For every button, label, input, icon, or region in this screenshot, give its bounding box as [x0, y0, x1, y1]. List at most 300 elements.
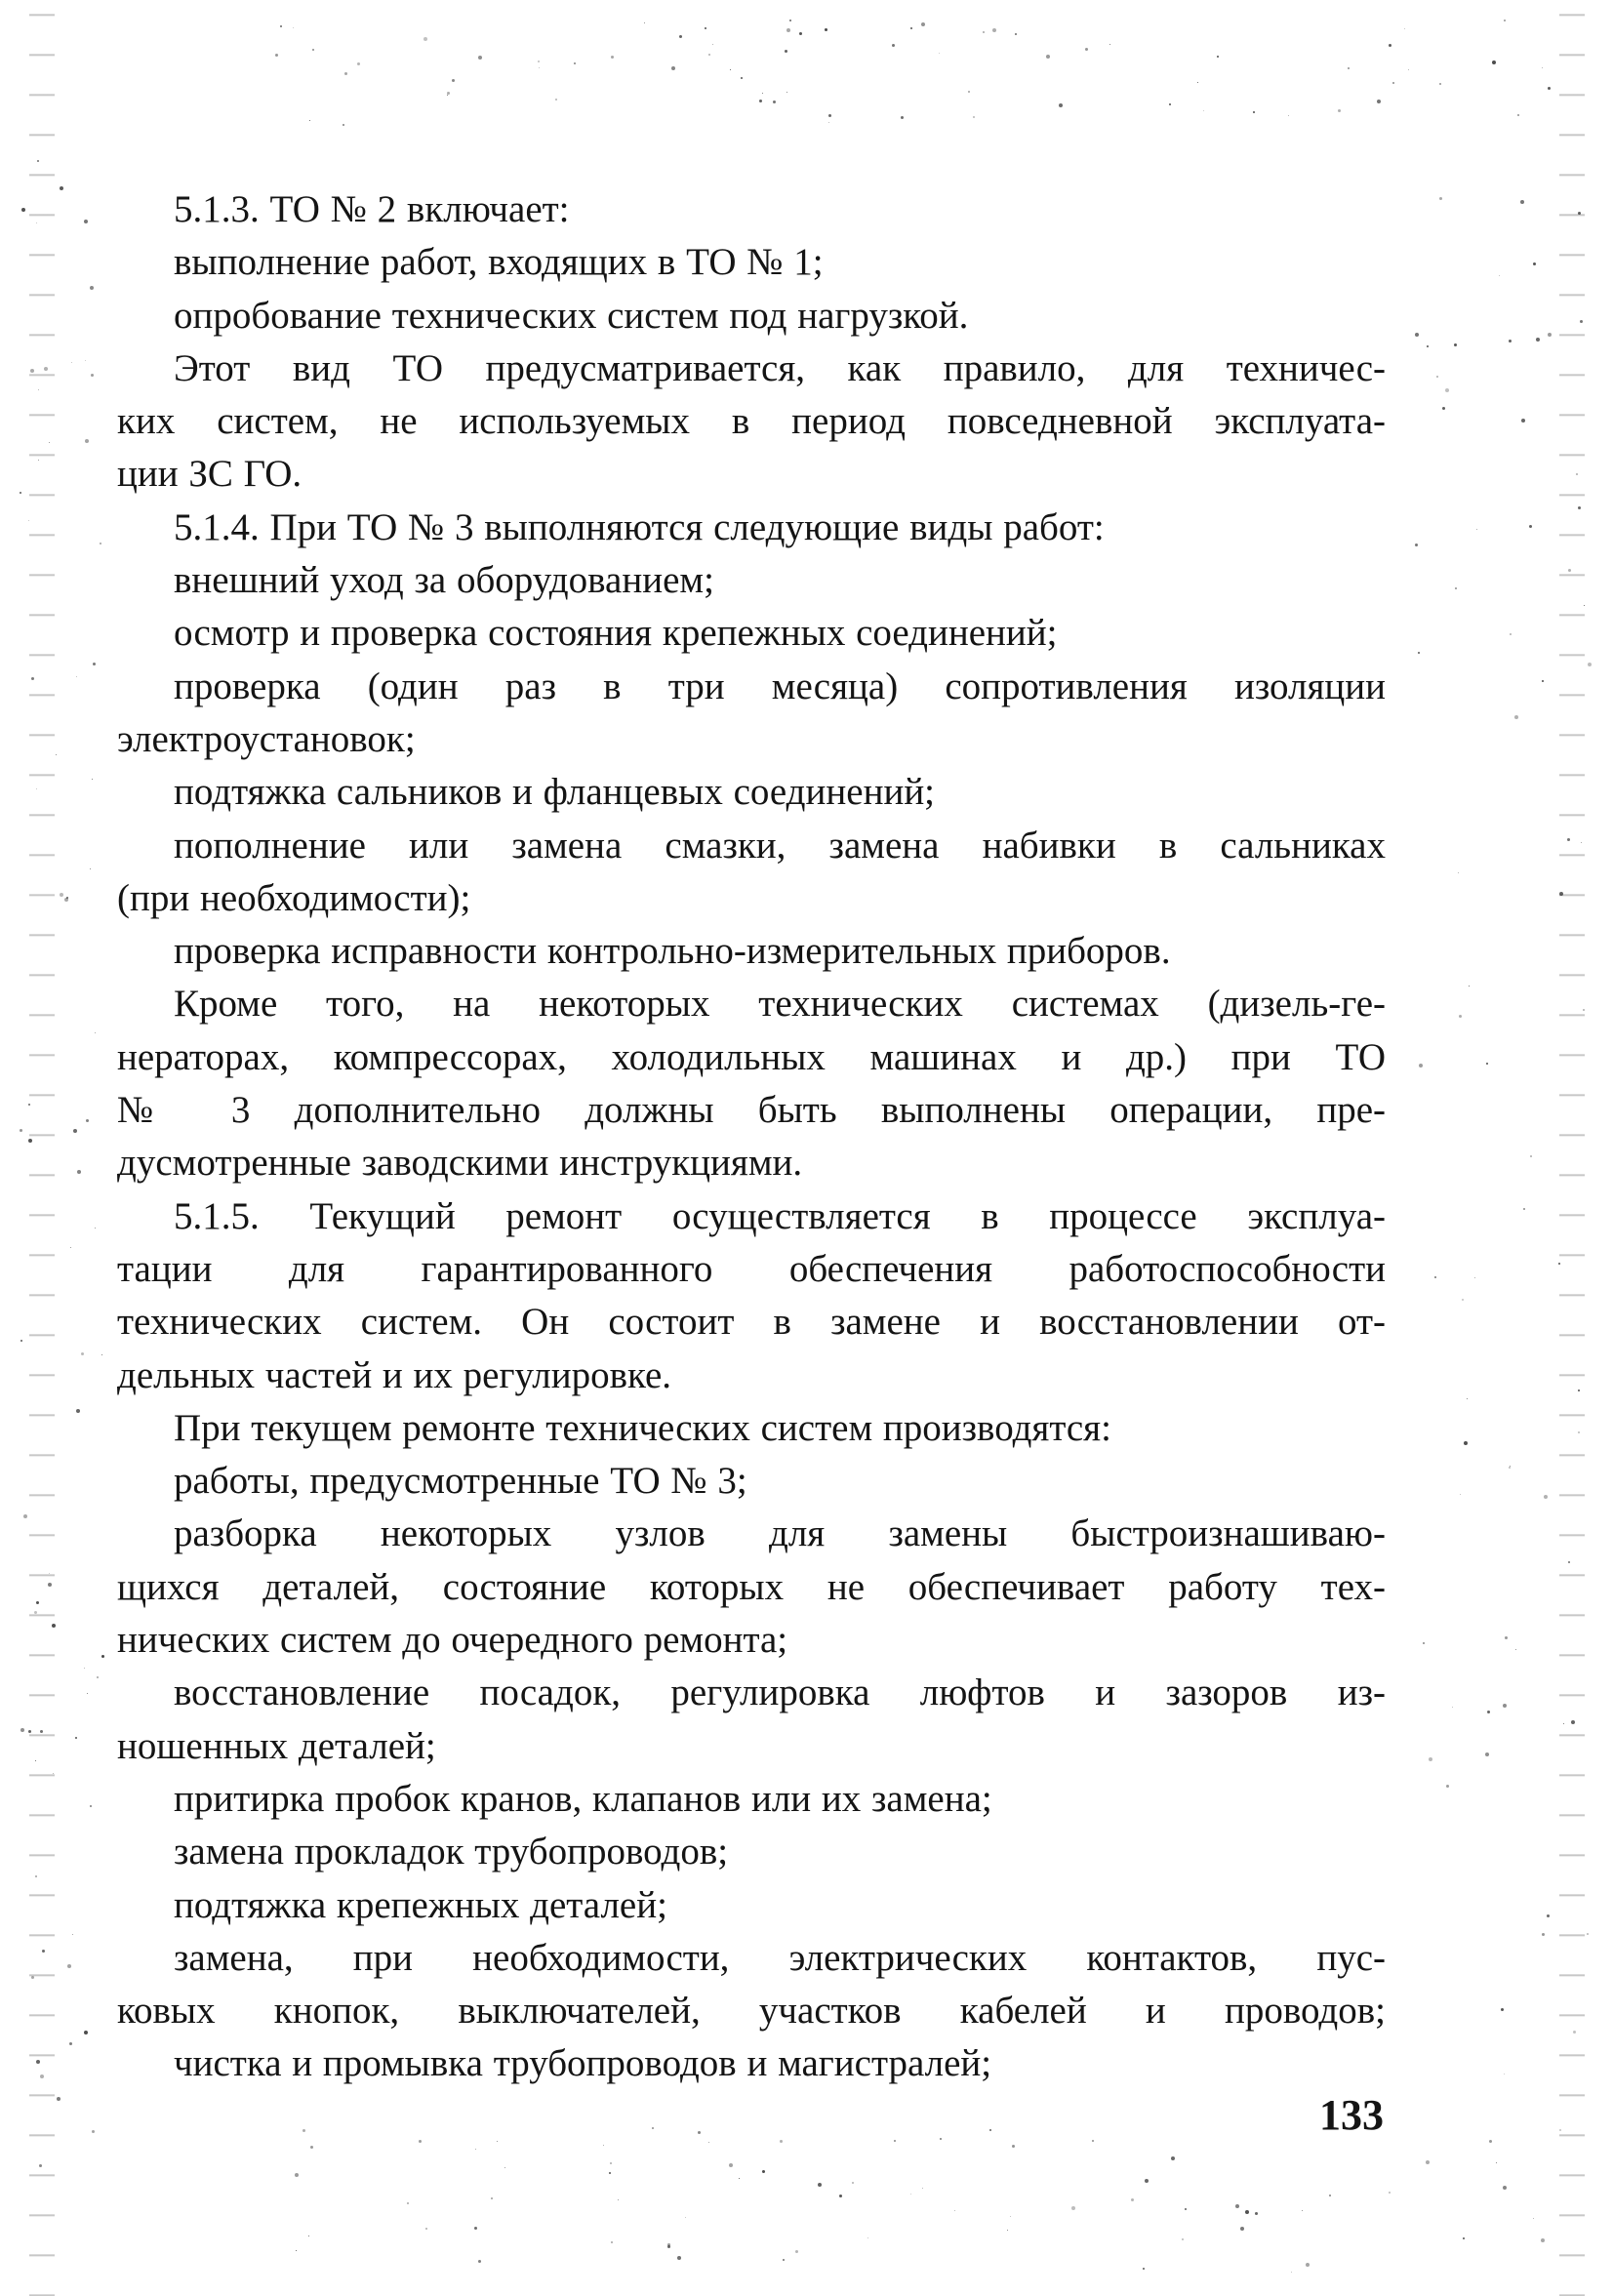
- scan-speck: [36, 222, 37, 223]
- scan-speck: [36, 1601, 39, 1604]
- scan-speck: [609, 2172, 611, 2174]
- scan-speck: [1559, 2129, 1561, 2131]
- scan-speck: [38, 389, 39, 390]
- text-line: осмотр и проверка состояния крепежных соединений;: [174, 612, 1058, 655]
- scan-speck: [539, 67, 540, 68]
- text-line: разборка некоторых узлов для замены быстроизнашиваю-: [174, 1512, 1386, 1555]
- scan-speck: [1563, 1723, 1564, 1724]
- scan-speck: [1514, 715, 1518, 719]
- text-line: подтяжка крепежных деталей;: [174, 1883, 667, 1926]
- scan-speck: [1503, 1704, 1507, 1708]
- scan-speck: [901, 116, 904, 119]
- scan-speck: [1143, 2268, 1145, 2270]
- scan-speck: [1291, 2272, 1292, 2273]
- text-line: замена, при необходимости, электрических контактов, пус-: [174, 1936, 1386, 1979]
- scan-speck: [799, 32, 802, 35]
- scan-speck: [867, 2237, 868, 2238]
- scan-speck: [35, 1760, 36, 1761]
- scan-speck: [538, 60, 540, 62]
- scan-speck: [343, 124, 344, 126]
- text-line: нераторах, компрессорах, холодильных машинах и др.) при ТО: [117, 1035, 1386, 1078]
- scan-speck: [1445, 388, 1449, 392]
- text-line: электроустановок;: [117, 717, 416, 760]
- scan-speck: [852, 2182, 854, 2184]
- scan-speck: [1469, 986, 1470, 987]
- scan-speck: [36, 788, 37, 789]
- scan-speck: [1571, 1720, 1575, 1724]
- scan-speck: [921, 22, 925, 26]
- scan-speck: [95, 1032, 96, 1033]
- text-line: притирка пробок кранов, клапанов или их замена;: [174, 1777, 992, 1820]
- scan-speck: [922, 2188, 923, 2189]
- scan-speck: [1007, 2230, 1008, 2231]
- scan-speck: [677, 2256, 681, 2260]
- scan-speck: [1505, 1636, 1508, 1639]
- scan-speck: [1408, 69, 1409, 70]
- scan-speck: [1012, 2145, 1015, 2148]
- scan-speck: [1476, 529, 1477, 530]
- scan-speck: [57, 2097, 60, 2101]
- scan-speck: [1487, 1711, 1490, 1713]
- scan-speck: [759, 100, 762, 102]
- scan-speck: [67, 1964, 71, 1968]
- scan-speck: [910, 27, 912, 29]
- scan-speck: [939, 53, 940, 54]
- scan-speck: [1496, 2162, 1497, 2163]
- scan-speck: [989, 2129, 991, 2131]
- scan-speck: [611, 56, 614, 59]
- scan-speck: [1486, 1063, 1488, 1065]
- scan-speck: [1458, 872, 1459, 873]
- scan-speck: [52, 1624, 56, 1628]
- scan-speck: [679, 35, 682, 38]
- scan-speck: [1489, 2140, 1492, 2143]
- scan-speck: [1452, 1707, 1453, 1708]
- scan-speck: [1568, 1561, 1570, 1563]
- scan-speck: [1418, 652, 1420, 654]
- text-line: ции ЗС ГО.: [117, 453, 302, 496]
- scan-speck: [1548, 87, 1551, 90]
- scan-speck: [44, 367, 48, 371]
- text-line: При текущем ремонте технических систем производятся:: [174, 1406, 1111, 1449]
- scan-speck: [1092, 2140, 1094, 2142]
- scan-speck: [1415, 333, 1419, 337]
- scan-speck: [1588, 663, 1592, 666]
- scan-speck: [70, 1247, 71, 1248]
- scan-speck: [48, 1583, 52, 1587]
- scan-speck: [1573, 2031, 1576, 2034]
- text-line: ких систем, не используемых в период повседневной эксплуата-: [117, 400, 1386, 443]
- scan-speck: [785, 50, 787, 53]
- scan-speck: [447, 92, 450, 95]
- text-line: Кроме того, на некоторых технических системах (дизель-ге-: [174, 983, 1386, 1026]
- scan-speck: [95, 1228, 96, 1229]
- scan-speck: [1255, 2212, 1258, 2215]
- scan-speck: [708, 54, 710, 56]
- scan-speck: [1587, 1933, 1589, 1935]
- text-line: дусмотренные заводскими инструкциями.: [117, 1142, 803, 1185]
- scan-speck: [1389, 44, 1391, 47]
- scan-speck: [954, 2210, 955, 2211]
- scan-speck: [92, 2130, 95, 2133]
- scan-speck: [357, 62, 360, 65]
- scan-speck: [1434, 1276, 1436, 1278]
- scan-speck: [31, 677, 34, 680]
- scan-speck: [21, 208, 25, 212]
- scan-speck: [87, 1693, 88, 1694]
- scan-speck: [49, 442, 50, 443]
- text-line: внешний уход за оборудованием;: [174, 559, 714, 602]
- scan-speck: [1492, 60, 1496, 64]
- scan-speck: [1392, 82, 1394, 84]
- scan-speck: [1419, 1064, 1423, 1067]
- scan-speck: [60, 893, 63, 897]
- scan-speck: [309, 120, 310, 121]
- scan-speck: [555, 99, 557, 101]
- body-text: [117, 183, 1386, 2091]
- scan-speck: [42, 1950, 45, 1953]
- scan-speck: [712, 44, 713, 45]
- scan-speck: [1474, 1277, 1475, 1278]
- scan-speck: [73, 1129, 77, 1133]
- scan-speck: [1338, 109, 1341, 112]
- text-line: тации для гарантированного обеспечения работоспособности: [117, 1247, 1386, 1290]
- scan-speck: [1389, 2192, 1391, 2194]
- scan-speck: [30, 369, 34, 373]
- text-line: чистка и промывка трубопроводов и магистралей;: [174, 2042, 992, 2085]
- scan-speck: [344, 72, 347, 75]
- scan-speck: [789, 20, 791, 21]
- scan-speck: [97, 1676, 99, 1678]
- text-line: Этот вид ТО предусматривается, как правило, для техничес-: [174, 346, 1386, 389]
- scan-speck: [1520, 200, 1524, 204]
- scan-speck: [795, 2250, 798, 2253]
- scan-speck: [892, 44, 895, 47]
- scan-speck: [28, 520, 29, 521]
- scan-speck: [452, 79, 455, 82]
- scan-speck: [310, 2146, 313, 2149]
- scan-speck: [1203, 110, 1204, 111]
- scan-noise-right: [1559, 0, 1585, 2296]
- scan-speck: [1171, 2156, 1175, 2160]
- scan-speck: [1459, 1015, 1462, 1018]
- scan-speck: [93, 663, 96, 665]
- scan-speck: [1510, 633, 1512, 635]
- text-line: опробование технических систем под нагрузкой.: [174, 294, 969, 337]
- scan-speck: [729, 2163, 733, 2167]
- scan-speck: [35, 1875, 37, 1877]
- scan-speck: [1429, 1757, 1432, 1761]
- scan-speck: [1377, 100, 1381, 103]
- scan-speck: [91, 374, 94, 377]
- scan-speck: [705, 27, 706, 29]
- scan-speck: [667, 2245, 670, 2248]
- scan-speck: [1462, 1299, 1464, 1301]
- scan-speck: [610, 2162, 612, 2164]
- scan-speck: [85, 439, 89, 443]
- scan-speck: [475, 2149, 476, 2150]
- scan-speck: [28, 1104, 30, 1106]
- scan-speck: [1415, 544, 1418, 546]
- scan-speck: [1583, 1009, 1585, 1011]
- scan-speck: [76, 1409, 80, 1413]
- scan-speck: [20, 1129, 22, 1132]
- scan-speck: [1454, 343, 1457, 346]
- scan-speck: [685, 2217, 686, 2218]
- scan-speck: [60, 186, 63, 190]
- scan-speck: [1245, 2210, 1249, 2214]
- text-line: 5.1.3. ТО № 2 включает:: [174, 188, 570, 230]
- scan-speck: [1523, 1208, 1525, 1210]
- scan-speck: [85, 360, 86, 361]
- text-line: № 3 дополнительно должны быть выполнены операции, пре-: [117, 1089, 1386, 1132]
- scan-speck: [36, 2060, 40, 2064]
- scan-speck: [275, 54, 278, 57]
- scan-speck: [28, 1730, 31, 1733]
- scan-speck: [293, 27, 294, 28]
- scan-speck: [1578, 1390, 1580, 1391]
- scan-speck: [1185, 2208, 1187, 2210]
- scan-speck: [101, 1354, 102, 1355]
- scan-speck: [762, 2170, 765, 2173]
- scan-speck: [1499, 275, 1500, 276]
- scan-speck: [1240, 2227, 1244, 2231]
- scan-speck: [1542, 680, 1544, 682]
- text-line: пополнение или замена смазки, замена набивки в сальниках: [174, 824, 1386, 866]
- scan-speck: [1464, 1441, 1468, 1445]
- scan-speck: [38, 460, 39, 461]
- text-line: 5.1.5. Текущий ремонт осуществляется в процессе эксплуа-: [174, 1194, 1386, 1237]
- page-number: 133: [1319, 2091, 1384, 2139]
- scan-speck: [497, 2141, 498, 2142]
- text-line: подтяжка сальников и фланцевых соединений;: [174, 771, 936, 814]
- scan-speck: [1510, 1466, 1511, 1467]
- scan-speck: [1578, 212, 1581, 215]
- scan-speck: [1578, 506, 1581, 509]
- scan-speck: [81, 1352, 84, 1355]
- scan-speck: [1463, 2237, 1465, 2239]
- scan-speck: [786, 92, 787, 93]
- scan-speck: [40, 1730, 43, 1733]
- scan-speck: [1515, 1649, 1516, 1650]
- text-line: технических систем. Он состоит в замене и восстановлении от-: [117, 1301, 1386, 1344]
- scan-speck: [780, 2140, 783, 2143]
- scan-speck: [730, 69, 731, 70]
- scan-speck: [910, 2194, 911, 2195]
- scan-speck: [1329, 2195, 1331, 2196]
- scan-speck: [23, 1514, 27, 1518]
- scan-speck: [603, 2145, 604, 2146]
- scan-speck: [1581, 842, 1582, 843]
- scan-speck: [1547, 1914, 1550, 1917]
- scan-speck: [1567, 838, 1570, 841]
- scan-speck: [1485, 1752, 1489, 1756]
- scan-speck: [478, 2260, 481, 2263]
- scan-speck: [1578, 1431, 1580, 1433]
- scan-speck: [741, 77, 743, 79]
- text-line: щихся деталей, состояние которых не обеспечивает работу тех-: [117, 1565, 1386, 1608]
- scan-speck: [1509, 1467, 1511, 1469]
- scan-speck: [1584, 605, 1585, 606]
- text-line: проверка исправности контрольно-измерительных приборов.: [174, 930, 1171, 973]
- scan-speck: [84, 1668, 85, 1669]
- scan-speck: [1541, 2238, 1545, 2242]
- scan-speck: [783, 2259, 785, 2261]
- scan-speck: [1504, 20, 1506, 21]
- scan-speck: [1085, 48, 1088, 51]
- scan-speck: [280, 25, 282, 27]
- scan-speck: [312, 49, 314, 51]
- scan-speck: [1530, 1155, 1532, 1157]
- scan-speck: [76, 676, 77, 677]
- scan-speck: [86, 1119, 89, 1122]
- scan-speck: [992, 28, 996, 32]
- scan-speck: [75, 1737, 77, 1739]
- scan-speck: [1010, 2216, 1011, 2217]
- text-line: выполнение работ, входящих в ТО № 1;: [174, 241, 824, 284]
- text-line: ковых кнопок, выключателей, участков кабелей и проводов;: [117, 1990, 1386, 2033]
- scan-speck: [1442, 407, 1445, 410]
- scan-speck: [983, 31, 985, 33]
- scan-speck: [1427, 345, 1429, 347]
- scan-speck: [1235, 2204, 1239, 2208]
- scan-speck: [100, 543, 101, 544]
- scan-speck: [973, 116, 975, 118]
- scan-speck: [1542, 67, 1543, 68]
- scan-speck: [64, 898, 68, 902]
- text-line: 5.1.4. При ТО № 3 выполняются следующие виды работ:: [174, 505, 1105, 548]
- scan-speck: [1348, 67, 1350, 69]
- scan-speck: [90, 868, 91, 869]
- scan-speck: [56, 754, 57, 755]
- scan-speck: [39, 2164, 42, 2167]
- scan-speck: [1439, 197, 1442, 200]
- scan-speck: [302, 2129, 305, 2132]
- scan-speck: [1533, 262, 1536, 265]
- scan-speck: [90, 286, 94, 290]
- scan-speck: [1288, 115, 1289, 116]
- scan-speck: [940, 2138, 942, 2140]
- scan-speck: [1509, 340, 1512, 342]
- scan-speck: [28, 1139, 32, 1143]
- scan-speck: [618, 2199, 619, 2200]
- scan-speck: [425, 2228, 427, 2230]
- scan-speck: [423, 37, 427, 41]
- scan-speck: [1568, 569, 1571, 572]
- scan-speck: [1460, 1494, 1461, 1495]
- scan-speck: [20, 1340, 22, 1342]
- scan-speck: [296, 2250, 297, 2251]
- scan-speck: [69, 2042, 72, 2045]
- scan-speck: [1439, 83, 1441, 85]
- scan-speck: [84, 220, 88, 223]
- scan-speck: [671, 66, 675, 70]
- scan-speck: [419, 2140, 422, 2143]
- scan-speck: [1015, 33, 1017, 35]
- scan-speck: [1467, 1398, 1468, 1399]
- scan-speck: [825, 28, 827, 31]
- scan-speck: [1559, 892, 1563, 896]
- scan-speck: [72, 1934, 73, 1935]
- scan-speck: [786, 28, 790, 32]
- scan-speck: [773, 101, 776, 103]
- scan-speck: [1455, 587, 1457, 589]
- scan-speck: [1576, 473, 1578, 475]
- scan-speck: [1109, 44, 1110, 45]
- scan-speck: [1446, 1785, 1449, 1788]
- scan-speck: [1197, 82, 1198, 83]
- scan-speck: [894, 2140, 896, 2142]
- scan-speck: [1306, 2263, 1310, 2267]
- scan-speck: [839, 2195, 842, 2197]
- scan-speck: [644, 22, 645, 23]
- text-line: нических систем до очередного ремонта;: [117, 1619, 788, 1662]
- scan-speck: [20, 492, 21, 494]
- scan-speck: [652, 2127, 654, 2129]
- scan-speck: [828, 114, 831, 117]
- scan-speck: [1542, 1933, 1545, 1936]
- text-line: работы, предусмотренные ТО № 3;: [174, 1460, 747, 1503]
- scan-speck: [1503, 2186, 1507, 2190]
- scan-speck: [491, 2197, 493, 2199]
- scan-speck: [92, 779, 93, 780]
- scan-speck: [295, 2173, 299, 2177]
- scan-speck: [1521, 419, 1525, 423]
- scan-speck: [762, 93, 763, 94]
- scan-speck: [20, 1728, 24, 1732]
- scan-speck: [1536, 338, 1540, 342]
- scan-speck: [53, 1773, 54, 1774]
- scan-speck: [1169, 103, 1171, 105]
- text-line: восстановление посадок, регулировка люфтов и зазоров из-: [174, 1672, 1386, 1714]
- scan-speck: [1046, 55, 1050, 59]
- scan-speck: [101, 1655, 104, 1658]
- scan-speck: [49, 1573, 50, 1574]
- text-line: дельных частей и их регулировке.: [117, 1353, 672, 1396]
- scan-speck: [77, 1170, 81, 1174]
- scan-speck: [71, 362, 72, 363]
- scan-speck: [611, 2241, 613, 2243]
- scan-speck: [1059, 103, 1063, 107]
- scan-speck: [1404, 28, 1405, 29]
- text-line: ношенных деталей;: [117, 1724, 436, 1767]
- scan-speck: [698, 2131, 701, 2134]
- scan-speck: [90, 1805, 92, 1807]
- scan-speck: [31, 1976, 34, 1979]
- scan-speck: [1517, 114, 1519, 116]
- scan-speck: [1529, 525, 1532, 528]
- scan-speck: [1544, 1495, 1548, 1499]
- scan-speck: [1426, 2160, 1430, 2164]
- scan-speck: [708, 2142, 709, 2143]
- scan-speck: [1501, 2008, 1504, 2011]
- text-line: замена прокладок трубопроводов;: [174, 1831, 729, 1873]
- scan-speck: [818, 2183, 822, 2187]
- scan-speck: [504, 2167, 505, 2168]
- scan-speck: [1131, 2198, 1134, 2201]
- scan-speck: [1533, 2218, 1534, 2219]
- scan-speck: [1182, 2238, 1184, 2240]
- text-line: проверка (один раз в три месяца) сопротивления изоляции: [174, 665, 1386, 707]
- text-line: (при необходимости);: [117, 876, 471, 919]
- scan-speck: [37, 160, 39, 162]
- scan-speck: [40, 2074, 44, 2078]
- scan-speck: [1558, 1263, 1560, 1265]
- scan-speck: [407, 2202, 409, 2204]
- scan-speck: [34, 1611, 37, 1614]
- scan-speck: [1580, 320, 1583, 323]
- scan-speck: [1423, 1642, 1425, 1644]
